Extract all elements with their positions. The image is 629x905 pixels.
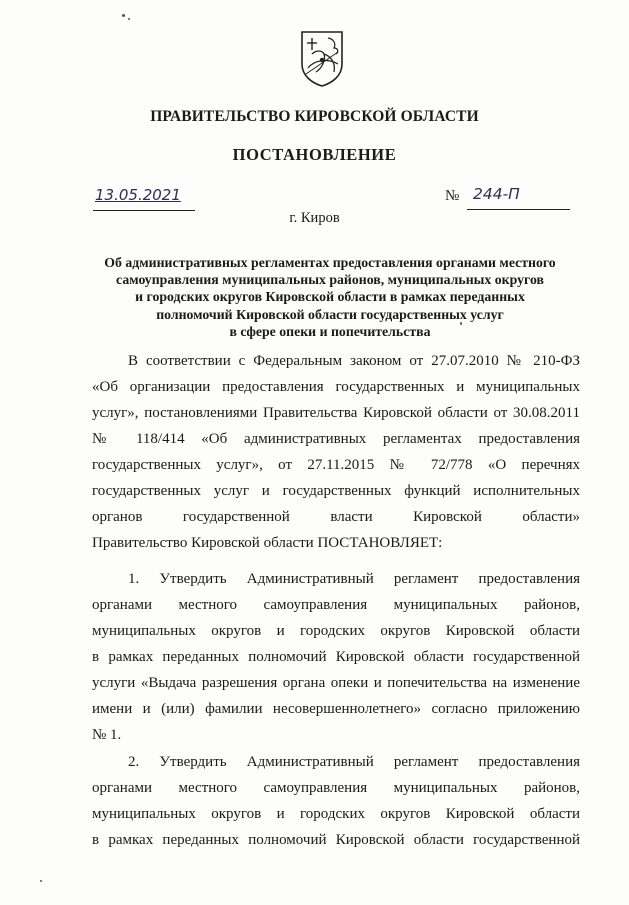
text-line: органами местного самоуправления муниципальных районов, <box>92 780 580 796</box>
text-line: № 118/414 «Об административных регламентах предоставления <box>92 431 580 447</box>
scan-speck <box>122 14 125 17</box>
handwritten-date: 13.05.2021 <box>95 186 181 204</box>
title-line: Об административных регламентах предоставления органами местного <box>104 255 556 270</box>
document-type: ПОСТАНОВЛЕНИЕ <box>232 145 397 164</box>
coat-of-arms-icon <box>298 30 346 88</box>
title-line: в сфере опеки и попечительства <box>229 323 431 339</box>
text-line: услуг», постановлениями Правительства Кировской области от 30.08.2011 <box>92 405 580 421</box>
title-line: и городских округов Кировской области в рамках переданных <box>135 289 525 305</box>
text-line: имени и (или) фамилии несовершеннолетнего» согласно приложению <box>92 701 580 717</box>
text-line: муниципальных округов и городских округов Кировской области <box>92 806 580 822</box>
text-line: «Об организации предоставления государственных и муниципальных <box>92 379 580 395</box>
scan-speck <box>460 322 462 325</box>
text-line: органами местного самоуправления муниципальных районов, <box>92 597 580 613</box>
number-sign: № <box>445 188 460 204</box>
item-1-paragraph <box>92 566 580 748</box>
text-line: в рамках переданных полномочий Кировской области государственной <box>92 649 580 665</box>
handwritten-number: 244-П <box>473 185 520 203</box>
number-field <box>445 186 570 210</box>
document-title <box>80 254 580 340</box>
text-line: муниципальных округов и городских округов Кировской области <box>92 623 580 639</box>
text-line: государственных услуг и государственных функций исполнительных <box>92 483 580 499</box>
text-line: государственных услуг», от 27.11.2015 № 72/778 «О перечнях <box>92 457 580 473</box>
text-line: органов государственной власти Кировской области» <box>92 509 580 525</box>
government-name: ПРАВИТЕЛЬСТВО КИРОВСКОЙ ОБЛАСТИ <box>150 108 479 125</box>
city: г. Киров <box>289 210 340 226</box>
text-line: № 1. <box>92 727 122 743</box>
text-line: услуги «Выдача разрешения органа опеки и попечительства на изменение <box>92 675 580 691</box>
scan-speck <box>128 18 130 20</box>
title-line: самоуправления муниципальных районов, муниципальных округов <box>116 272 544 288</box>
title-line: полномочий Кировской области государственных услуг <box>156 306 504 322</box>
scan-speck <box>40 880 42 882</box>
date-field <box>93 186 195 211</box>
text-line: 1. Утвердить Административный регламент предоставления <box>128 571 580 587</box>
text-line: 2. Утвердить Административный регламент предоставления <box>128 754 580 770</box>
item-2-paragraph <box>92 749 580 853</box>
preamble-paragraph <box>92 348 580 556</box>
text-line: В соответствии с Федеральным законом от 27.07.2010 № 210-ФЗ <box>128 353 580 369</box>
text-line: Правительство Кировской области ПОСТАНОВЛЯЕТ: <box>92 535 443 551</box>
text-line: в рамках переданных полномочий Кировской области государственной <box>92 832 580 848</box>
